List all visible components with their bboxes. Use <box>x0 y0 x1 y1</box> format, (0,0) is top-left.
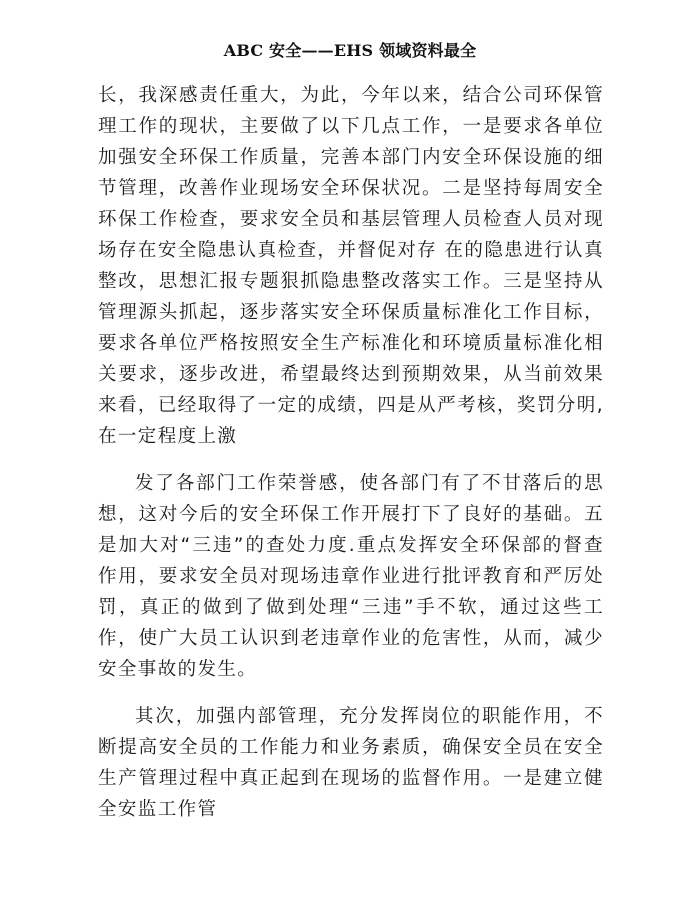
paragraph-1: 长，我深感责任重大，为此，今年以来，结合公司环保管理工作的现状，主要做了以下几点工作，一是要求各单位加强安全环保工作质量，完善本部门内安全环保设施的细节管理，改善作业现场安全环保状况。二是坚持每周安全环保工作检查，要求安全员和基层管理人员检查人员对现场存在安全隐患认真检查，并督促对存 在的隐患进行认真整改，思想汇报专题狠抓隐患整改落实工作。三是坚持从管理源头抓起，逐步落实安全环保质量标准化工作目标，要求各单位严格按照安全生产标准化和环境质量标准化相关要求，逐步改进，希望最终达到预期效果，从当前效果来看，已经取得了一定的成绩，四是从严考核，奖罚分明,在一定程度上激 <box>98 85 604 447</box>
paragraph-2: 发了各部门工作荣誉感，使各部门有了不甘落后的思想，这对今后的安全环保工作开展打下了良好的基础。五是加大对“三违”的查处力度.重点发挥安全环保部的督查作用，要求安全员对现场违章作业进行批评教育和严厉处罚，真正的做到了做到处理“三违”手不软，通过这些工作，使广大员工认识到老违章作业的危害性，从而，减少安全事故的发生。 <box>98 473 604 680</box>
document-body <box>98 80 604 841</box>
page-header-title: ABC 安全——EHS 领域资料最全 <box>223 41 477 60</box>
paragraph-3: 其次，加强内部管理，充分发挥岗位的职能作用，不断提高安全员的工作能力和业务素质，确保安全员在安全生产管理过程中真正起到在现场的监督作用。一是建立健全安监工作管 <box>98 706 604 820</box>
